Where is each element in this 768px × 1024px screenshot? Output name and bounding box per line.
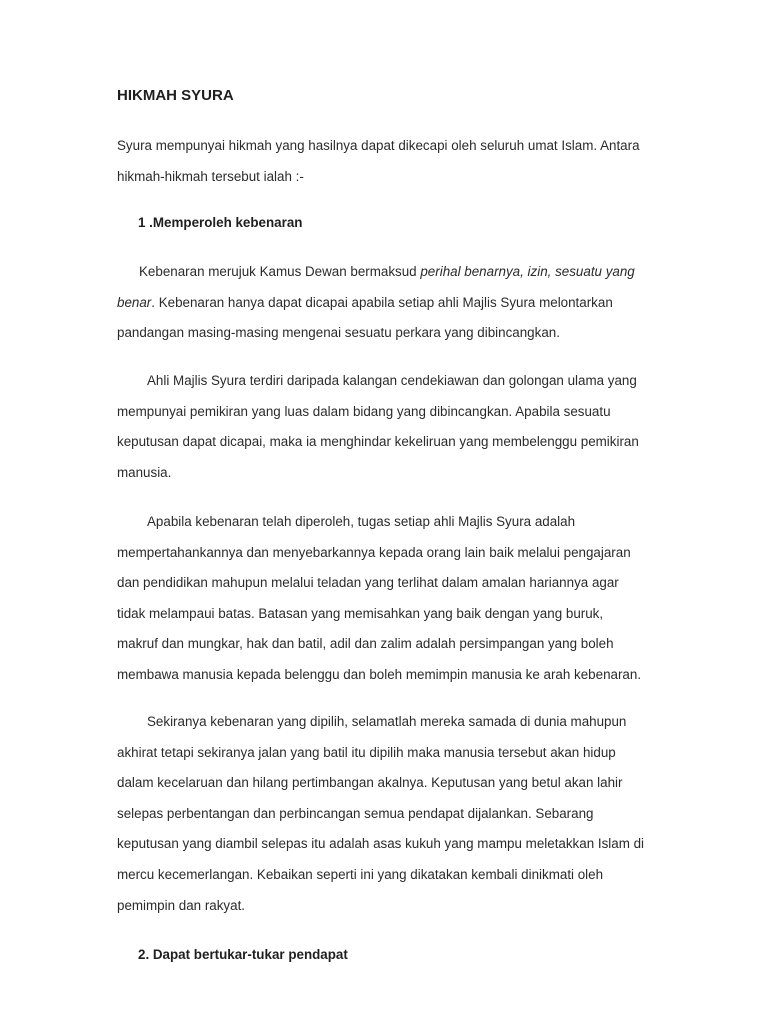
- paragraph-line: makruf dan mungkar, hak dan batil, adil dan zalim adalah persimpangan yang boleh: [117, 636, 614, 652]
- paragraph-line: dan pendidikan mahupun melalui teladan yang terlihat dalam amalan hariannya agar: [117, 575, 619, 591]
- intro-line: Syura mempunyai hikmah yang hasilnya dapat dikecapi oleh seluruh umat Islam. Antara: [117, 138, 640, 153]
- intro-paragraph: [117, 131, 687, 192]
- paragraph-line: pemimpin dan rakyat.: [117, 897, 246, 913]
- paragraph-line: pandangan masing-masing mengenai sesuatu perkara yang dibincangkan.: [117, 325, 560, 341]
- document-title: HIKMAH SYURA: [117, 87, 234, 104]
- paragraph-tugas-ahli: [117, 507, 687, 691]
- italic-definition: perihal benarnya, izin, sesuatu yang: [420, 264, 635, 279]
- paragraph-line: mempunyai pemikiran yang luas dalam bidang yang dibincangkan. Apabila sesuatu: [117, 403, 611, 419]
- paragraph-line: mempertahankannya dan menyebarkannya kepada orang lain baik melalui pengajaran: [117, 544, 631, 560]
- paragraph-text: Apabila kebenaran telah diperoleh, tugas setiap ahli Majlis Syura adalah: [147, 514, 576, 529]
- paragraph-line: manusia.: [117, 464, 172, 480]
- section-heading-1: 1 .Memperoleh kebenaran: [138, 215, 303, 230]
- paragraph-line: mercu kecemerlangan. Kebaikan seperti ini yang dikatakan kembali dinikmati oleh: [117, 866, 604, 882]
- paragraph-kebenaran-definition: [117, 257, 687, 349]
- paragraph-sekiranya: [117, 707, 687, 921]
- paragraph-line: membawa manusia kepada belenggu dan boleh memimpin manusia ke arah kebenaran.: [117, 666, 642, 682]
- paragraph-text: Sekiranya kebenaran yang dipilih, selamatlah mereka samada di dunia mahupun: [147, 714, 627, 729]
- intro-line: hikmah-hikmah tersebut ialah :-: [117, 168, 304, 184]
- paragraph-line: keputusan dapat dicapai, maka ia menghindar kekeliruan yang membelenggu pemikiran: [117, 434, 639, 450]
- paragraph-line: keputusan yang diambil selepas itu adalah asas kukuh yang mampu meletakkan Islam di: [117, 836, 645, 852]
- paragraph-line: akhirat tetapi sekiranya jalan yang batil itu dipilih maka manusia tersebut akan hidup: [117, 744, 616, 760]
- paragraph-ahli-majlis: [117, 366, 687, 488]
- paragraph-text: . Kebenaran hanya dapat dicapai apabila setiap ahli Majlis Syura melontarkan: [151, 294, 613, 310]
- paragraph-text: Kebenaran merujuk Kamus Dewan bermaksud: [139, 264, 421, 279]
- italic-definition: benar: [117, 294, 152, 310]
- paragraph-text: Ahli Majlis Syura terdiri daripada kalangan cendekiawan dan golongan ulama yang: [147, 373, 637, 388]
- section-heading-2: 2. Dapat bertukar-tukar pendapat: [138, 947, 348, 962]
- paragraph-line: selepas perbentangan dan perbincangan semua pendapat dijalankan. Sebarang: [117, 805, 594, 821]
- paragraph-line: tidak melampaui batas. Batasan yang memisahkan yang baik dengan yang buruk,: [117, 605, 604, 621]
- paragraph-line: dalam kecelaruan dan hilang pertimbangan akalnya. Keputusan yang betul akan lahir: [117, 775, 623, 791]
